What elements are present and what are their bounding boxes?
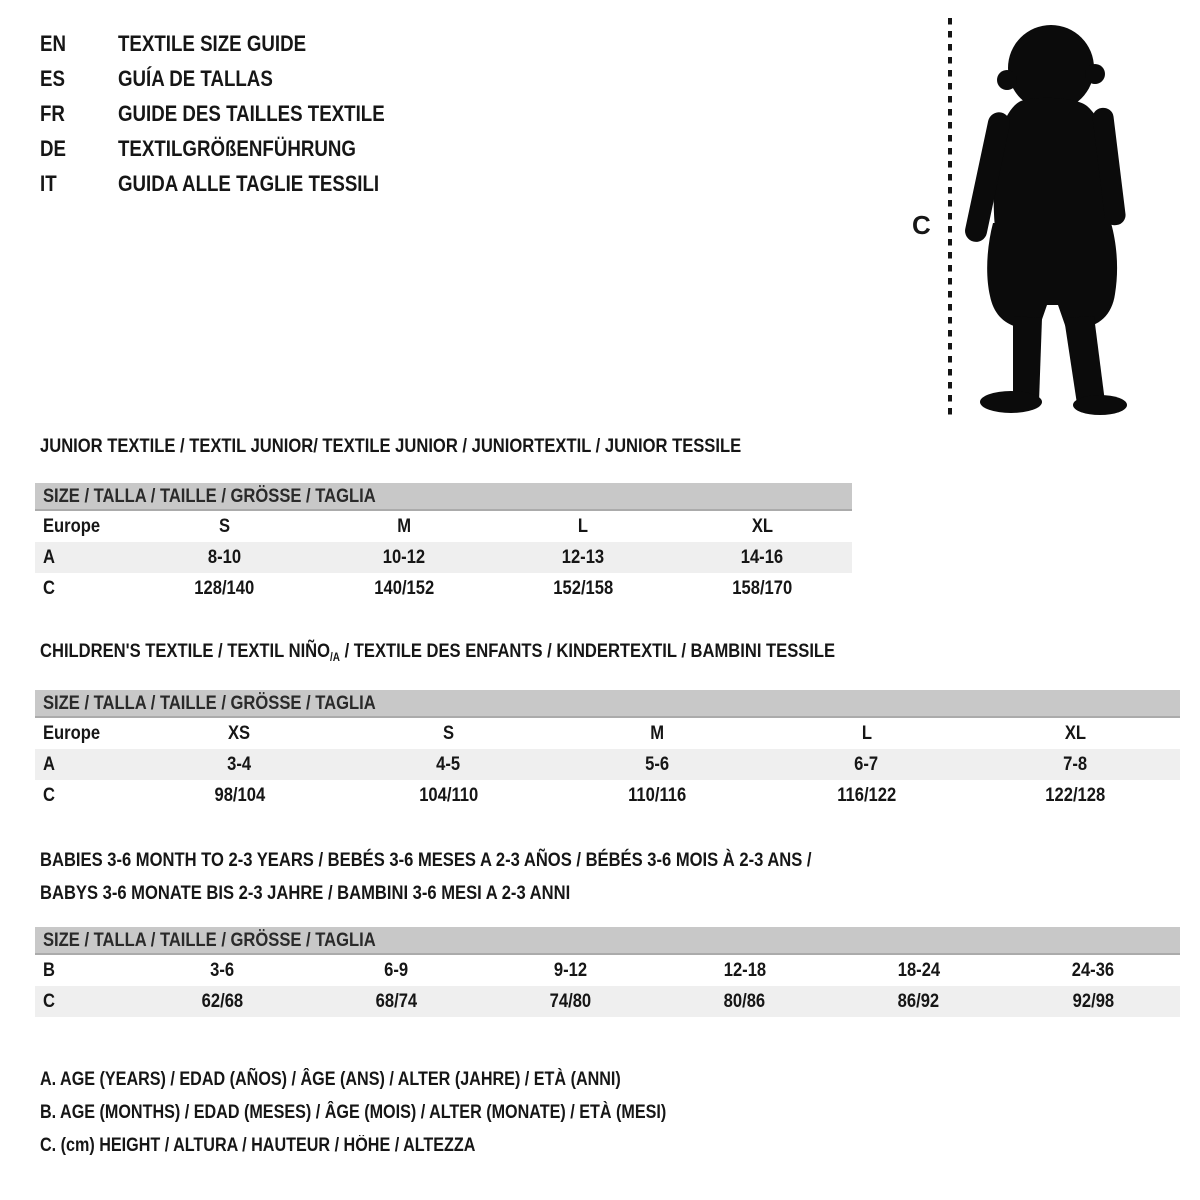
cell-value: 80/86: [723, 990, 766, 1012]
junior-section-title: [40, 434, 865, 458]
table-cell: [344, 753, 553, 776]
guide-title-text: TEXTILGRÖßENFÜHRUNG: [118, 135, 356, 161]
table-cell: [135, 722, 344, 745]
cell-value: 12-13: [561, 546, 605, 568]
cell-value: 68/74: [375, 990, 417, 1012]
language-title-list: [40, 26, 432, 201]
legend-footnotes: [40, 1063, 777, 1162]
table-cell: [762, 784, 971, 807]
row-label-text: C: [43, 784, 55, 806]
size-header-label: SIZE / TALLA / TAILLE / GRÖSSE / TAGLIA: [43, 484, 376, 507]
children-row-europe: [35, 718, 1180, 749]
children-title-sub: /A: [330, 651, 340, 664]
table-cell: [135, 784, 344, 807]
row-label: [35, 753, 135, 776]
babies-row-months: [35, 955, 1180, 986]
guide-title-text: GUÍA DE TALLAS: [118, 65, 273, 91]
cell-value: 122/128: [1045, 784, 1106, 806]
table-cell: [135, 753, 344, 776]
footnote-text: A. AGE (YEARS) / EDAD (AÑOS) / ÂGE (ANS) / ALTER (JAHRE) / ETÀ (ANNI): [40, 1068, 621, 1090]
table-cell: [344, 722, 553, 745]
language-code-text: IT: [40, 170, 57, 196]
table-cell: [673, 577, 852, 600]
row-label-text: A: [43, 546, 55, 568]
guide-title: [118, 136, 398, 162]
language-row: [40, 166, 432, 201]
table-cell: [553, 784, 762, 807]
height-measure-label: [912, 210, 931, 241]
table-cell: [494, 515, 673, 538]
table-cell: [314, 546, 493, 569]
table-cell: [135, 546, 314, 569]
language-row: [40, 26, 432, 61]
row-label: [35, 546, 135, 569]
table-cell: [344, 784, 553, 807]
junior-size-table: [35, 483, 852, 604]
table-cell: [971, 784, 1180, 807]
size-header-label: SIZE / TALLA / TAILLE / GRÖSSE / TAGLIA: [43, 928, 376, 951]
language-code-text: DE: [40, 135, 66, 161]
cell-value: 98/104: [214, 784, 265, 806]
cell-value: XL: [1064, 722, 1087, 744]
height-measure-letter: C: [912, 210, 931, 240]
footnote-age-months: [40, 1096, 777, 1129]
cell-value: 6-7: [854, 753, 879, 775]
cell-value: 18-24: [897, 959, 940, 981]
row-label: [35, 515, 135, 538]
cell-value: S: [219, 515, 231, 537]
row-label-text: Europe: [43, 515, 101, 537]
cell-value: 128/140: [194, 577, 255, 599]
row-label: [35, 990, 135, 1013]
cell-value: 140/152: [373, 577, 434, 599]
babies-title-line-2: [40, 877, 948, 910]
table-cell: [494, 546, 673, 569]
language-code: [40, 101, 118, 127]
guide-title: [118, 31, 339, 57]
row-label: [35, 784, 135, 807]
table-cell: [483, 959, 657, 982]
row-label-text: C: [43, 990, 55, 1012]
cell-value: 14-16: [741, 546, 784, 568]
cell-value: 86/92: [898, 990, 940, 1012]
cell-value: 10-12: [382, 546, 426, 568]
row-label: [35, 722, 135, 745]
table-cell: [673, 546, 852, 569]
footnote-age-years: [40, 1063, 777, 1096]
children-title-post: / TEXTILE DES ENFANTS / KINDERTEXTIL / BAMBINI TESSILE: [339, 640, 836, 662]
table-cell: [658, 959, 832, 982]
language-row: [40, 96, 432, 131]
language-code-text: ES: [40, 65, 65, 91]
cell-value: 5-6: [645, 753, 670, 775]
footnote-text: B. AGE (MONTHS) / EDAD (MESES) / ÂGE (MOIS) / ALTER (MONATE) / ETÀ (MESI): [40, 1101, 667, 1123]
table-cell: [135, 515, 314, 538]
size-header-bar: [35, 927, 1180, 955]
guide-title-text: TEXTILE SIZE GUIDE: [118, 30, 307, 56]
language-code: [40, 31, 118, 57]
row-label: [35, 577, 135, 600]
cell-value: 92/98: [1072, 990, 1114, 1012]
toddler-silhouette-icon: [963, 16, 1138, 423]
junior-section-title-text: JUNIOR TEXTILE / TEXTIL JUNIOR/ TEXTILE JUNIOR / JUNIORTEXTIL / JUNIOR TESSILE: [40, 435, 742, 457]
footnote-height-cm: [40, 1129, 777, 1162]
table-cell: [971, 722, 1180, 745]
cell-value: 8-10: [208, 546, 242, 568]
table-cell: [483, 990, 657, 1013]
table-cell: [314, 577, 493, 600]
table-cell: [762, 722, 971, 745]
cell-value: 3-6: [210, 959, 235, 981]
guide-title: [118, 101, 432, 127]
table-cell: [762, 753, 971, 776]
table-cell: [135, 990, 309, 1013]
junior-row-europe: [35, 511, 852, 542]
children-row-age: [35, 749, 1180, 780]
guide-title-text: GUIDE DES TAILLES TEXTILE: [118, 100, 385, 126]
children-size-table: [35, 690, 1180, 811]
children-section-title: [40, 639, 975, 666]
cell-value: 74/80: [549, 990, 592, 1012]
babies-title-line-1: [40, 844, 948, 877]
babies-row-height: [35, 986, 1180, 1017]
row-label-text: C: [43, 577, 55, 599]
cell-value: 3-4: [227, 753, 252, 775]
guide-title-text: GUIDA ALLE TAGLIE TESSILI: [118, 170, 380, 196]
language-code: [40, 66, 118, 92]
row-label-text: B: [43, 959, 55, 981]
cell-value: L: [578, 515, 589, 537]
table-cell: [309, 959, 483, 982]
table-cell: [673, 515, 852, 538]
guide-title: [118, 66, 300, 92]
table-cell: [494, 577, 673, 600]
size-header-bar: [35, 690, 1180, 718]
table-cell: [832, 959, 1006, 982]
cell-value: 116/122: [836, 784, 896, 806]
babies-section-title: [40, 844, 948, 910]
cell-value: XL: [751, 515, 773, 537]
cell-value: 6-9: [384, 959, 409, 981]
table-cell: [1006, 990, 1180, 1013]
cell-value: 7-8: [1063, 753, 1088, 775]
language-code: [40, 171, 118, 197]
row-label-text: Europe: [43, 722, 101, 744]
footnote-text: C. (cm) HEIGHT / ALTURA / HAUTEUR / HÖHE / ALTEZZA: [40, 1134, 476, 1156]
cell-value: M: [396, 515, 411, 537]
table-cell: [135, 577, 314, 600]
language-code-text: FR: [40, 100, 65, 126]
children-row-height: [35, 780, 1180, 811]
table-cell: [971, 753, 1180, 776]
language-code: [40, 136, 118, 162]
babies-size-table: [35, 927, 1180, 1017]
cell-value: L: [861, 722, 872, 744]
cell-value: 110/116: [628, 784, 687, 806]
children-section-title-text: [40, 639, 835, 666]
cell-value: 152/158: [553, 577, 614, 599]
table-cell: [553, 753, 762, 776]
table-cell: [135, 959, 309, 982]
cell-value: 104/110: [418, 784, 478, 806]
cell-value: M: [650, 722, 665, 744]
cell-value: 9-12: [553, 959, 588, 981]
language-code-text: EN: [40, 30, 66, 56]
cell-value: 24-36: [1071, 959, 1115, 981]
cell-value: 12-18: [723, 959, 766, 981]
junior-row-age: [35, 542, 852, 573]
babies-title-line-2-text: BABYS 3-6 MONATE BIS 2-3 JAHRE / BAMBINI 3-6 MESI A 2-3 ANNI: [40, 882, 571, 904]
table-cell: [553, 722, 762, 745]
cell-value: S: [442, 722, 455, 744]
height-measure-dashed-line: [946, 16, 954, 423]
table-cell: [832, 990, 1006, 1013]
table-cell: [309, 990, 483, 1013]
cell-value: 4-5: [436, 753, 461, 775]
size-header-bar: [35, 483, 852, 511]
cell-value: 62/68: [201, 990, 243, 1012]
language-row: [40, 61, 432, 96]
table-cell: [314, 515, 493, 538]
table-cell: [1006, 959, 1180, 982]
size-header-label: SIZE / TALLA / TAILLE / GRÖSSE / TAGLIA: [43, 691, 376, 714]
junior-row-height: [35, 573, 852, 604]
row-label: [35, 959, 135, 982]
guide-title: [118, 171, 425, 197]
cell-value: 158/170: [732, 577, 793, 599]
language-row: [40, 131, 432, 166]
row-label-text: A: [43, 753, 55, 775]
table-cell: [658, 990, 832, 1013]
babies-title-line-1-text: BABIES 3-6 MONTH TO 2-3 YEARS / BEBÉS 3-6 MESES A 2-3 AÑOS / BÉBÉS 3-6 MOIS À 2-3 ANS /: [40, 849, 812, 871]
children-title-pre: CHILDREN'S TEXTILE / TEXTIL NIÑO: [40, 640, 331, 662]
cell-value: XS: [228, 722, 251, 744]
